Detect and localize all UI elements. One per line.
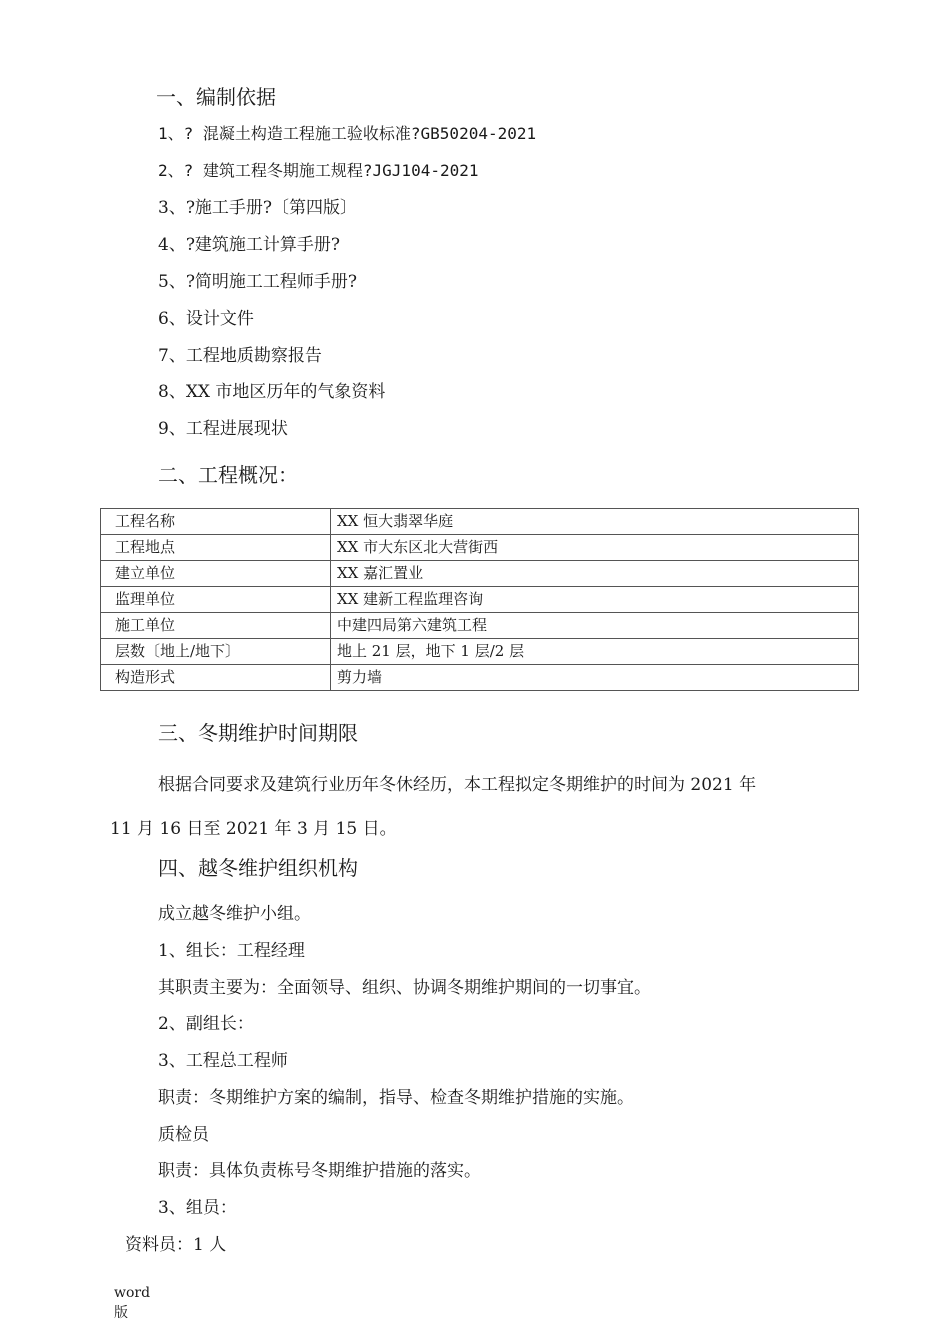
table-value: XX 建新工程监理咨询 [331,587,859,613]
org-line-2: 1、组长：工程经理 [158,941,305,961]
table-key: 施工单位 [101,613,331,639]
table-value: XX 嘉汇置业 [331,561,859,587]
org-line-9: 3、组员： [158,1198,237,1218]
footer-line-1: word [114,1285,151,1301]
table-key: 建立单位 [101,561,331,587]
period-paragraph-line-1: 根据合同要求及建筑行业历年冬休经历，本工程拟定冬期维护的时间为 2021 年 [158,775,757,795]
table-key: 层数〔地上/地下〕 [101,639,331,665]
org-line-7: 质检员 [158,1125,209,1145]
table-row [101,509,859,535]
basis-item-8: 8、XX 市地区历年的气象资料 [158,382,386,402]
org-line-4: 2、副组长： [158,1014,254,1034]
table-row [101,665,859,691]
section-4-heading: 四、越冬维护组织机构 [158,856,358,880]
basis-item-1: 1、? 混凝土构造工程施工验收标准?GB50204-2021 [158,124,537,143]
table-value: 中建四局第六建筑工程 [331,613,859,639]
section-3-heading: 三、冬期维护时间期限 [158,721,358,745]
basis-item-4: 4、?建筑施工计算手册? [158,235,341,255]
table-key: 工程名称 [101,509,331,535]
section-2-heading: 二、工程概况： [158,463,298,487]
table-row [101,535,859,561]
table-row [101,561,859,587]
period-paragraph-line-2: 11 月 16 日至 2021 年 3 月 15 日。 [110,819,397,839]
org-line-5: 3、工程总工程师 [158,1051,288,1071]
table-key: 监理单位 [101,587,331,613]
project-overview-table [100,508,859,691]
org-line-1: 成立越冬维护小组。 [158,904,311,924]
table-row [101,613,859,639]
table-value: XX 市大东区北大营街西 [331,535,859,561]
table-value: 地上 21 层，地下 1 层/2 层 [331,639,859,665]
basis-item-3: 3、?施工手册?〔第四版〕 [158,198,358,218]
org-line-6: 职责：冬期维护方案的编制，指导、检查冬期维护措施的实施。 [158,1088,634,1108]
table-value: XX 恒大翡翠华庭 [331,509,859,535]
table-key: 工程地点 [101,535,331,561]
footer-line-2: 版 [114,1305,128,1321]
basis-item-6: 6、设计文件 [158,309,254,329]
basis-item-2: 2、? 建筑工程冬期施工规程?JGJ104-2021 [158,161,479,180]
org-line-8: 职责：具体负责栋号冬期维护措施的落实。 [158,1161,481,1181]
table-row [101,587,859,613]
table-row [101,639,859,665]
table-key: 构造形式 [101,665,331,691]
basis-item-5: 5、?简明施工工程师手册? [158,272,358,292]
basis-item-7: 7、工程地质勘察报告 [158,346,322,366]
org-line-3: 其职责主要为：全面领导、组织、协调冬期维护期间的一切事宜。 [158,978,651,998]
section-1-heading: 一、编制依据 [156,85,276,109]
table-value: 剪力墙 [331,665,859,691]
basis-item-9: 9、工程进展现状 [158,419,288,439]
org-line-10: 资料员：1 人 [125,1235,227,1255]
